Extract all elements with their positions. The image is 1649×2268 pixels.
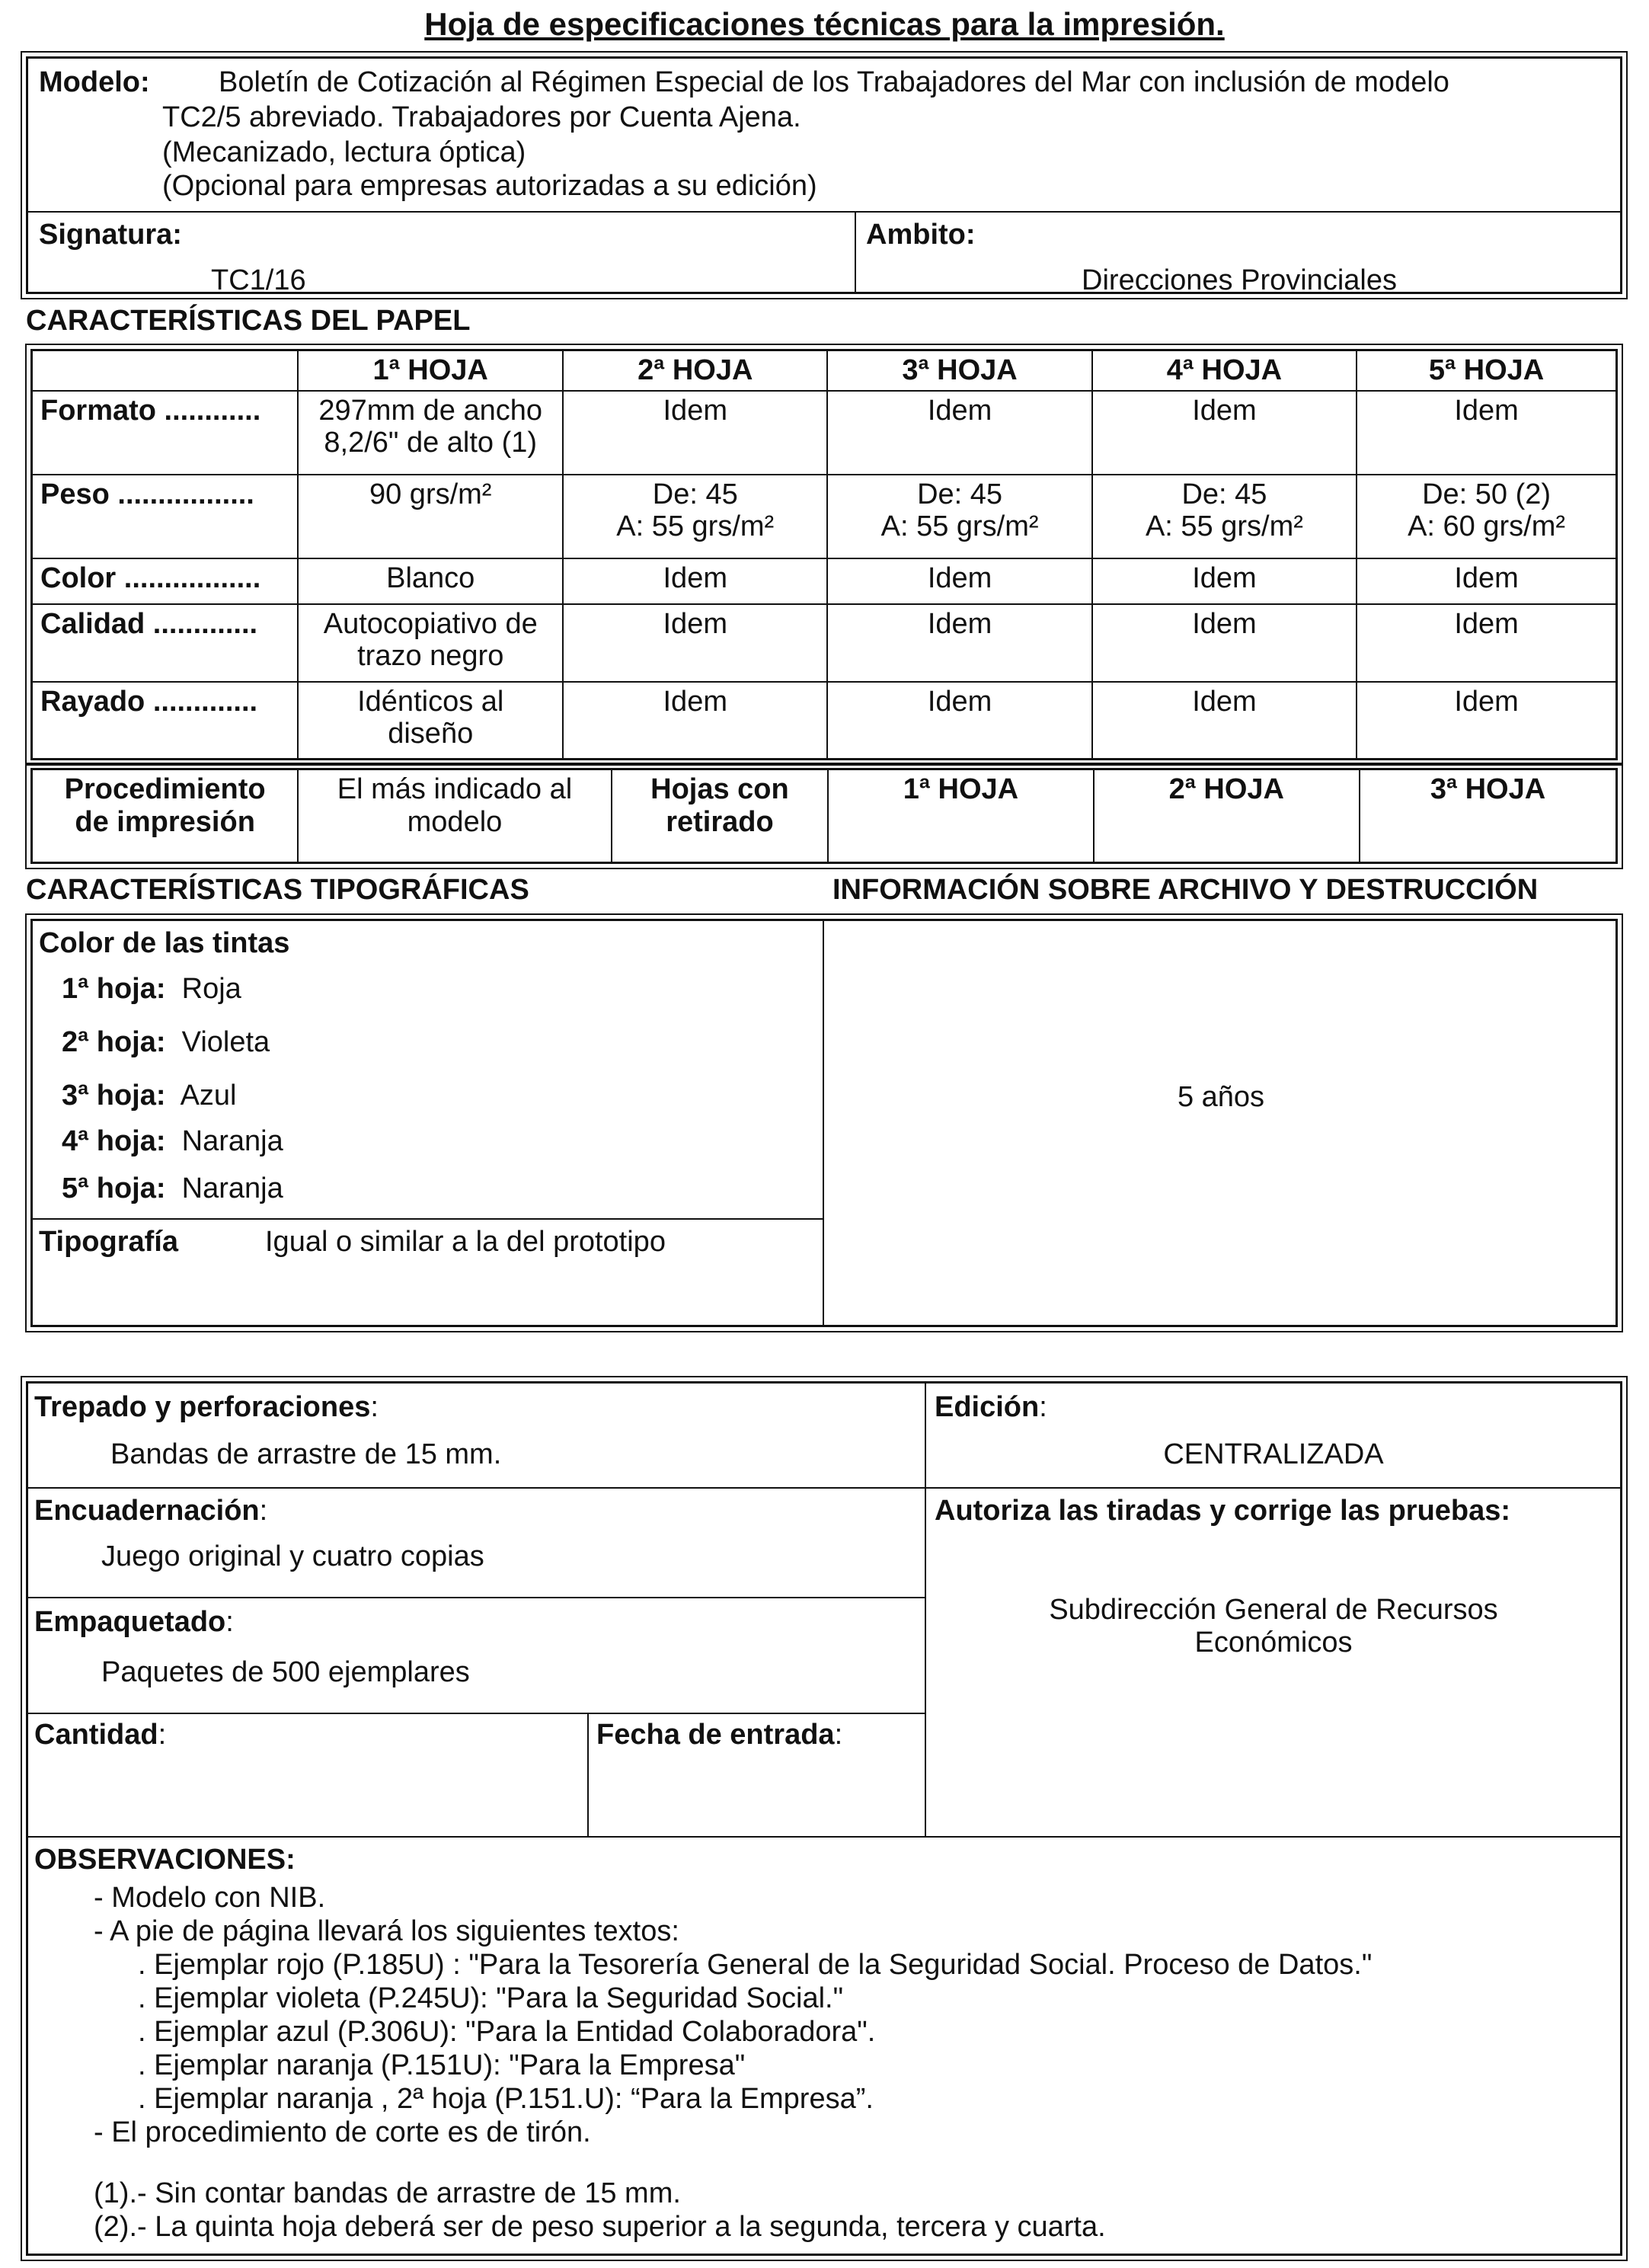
col-header-5: 5ª HOJA xyxy=(1357,350,1616,391)
tinta-row-2: 2ª hoja: Violeta xyxy=(62,1026,270,1058)
papel-table xyxy=(30,349,1618,760)
table-cell: Idem xyxy=(827,604,1091,682)
ambito-value: Direcciones Provinciales xyxy=(1082,264,1397,296)
page-title: Hoja de especificaciones técnicas para la impresión. xyxy=(424,6,1225,42)
table-cell: Idem xyxy=(827,558,1091,604)
nota-1: (1).- Sin contar bandas de arrastre de 15 mm. xyxy=(94,2177,681,2209)
modelo-box xyxy=(26,56,1622,294)
table-cell: Idem xyxy=(563,604,827,682)
retirado-hoja-3: 3ª HOJA xyxy=(1360,769,1616,863)
table-cell: Blanco xyxy=(298,558,563,604)
modelo-line-3: (Mecanizado, lectura óptica) xyxy=(162,136,526,168)
produccion-box xyxy=(26,1381,1622,2256)
table-cell: Idem xyxy=(1357,391,1616,475)
retirado-hoja-2: 2ª HOJA xyxy=(1094,769,1360,863)
table-cell: Idem xyxy=(827,391,1091,475)
archivo-heading: INFORMACIÓN SOBRE ARCHIVO Y DESTRUCCIÓN xyxy=(832,874,1539,906)
retirado-hoja-1: 1ª HOJA xyxy=(828,769,1093,863)
table-cell: Idem xyxy=(1092,558,1357,604)
col-header-4: 4ª HOJA xyxy=(1092,350,1357,391)
table-cell: Idem xyxy=(1357,682,1616,760)
trepado-label: Trepado y perforaciones: xyxy=(34,1391,379,1423)
col-header-2: 2ª HOJA xyxy=(563,350,827,391)
row-label-color: Color ................. xyxy=(32,558,299,604)
table-cell: Autocopiativo de trazo negro xyxy=(298,604,563,682)
tipografia-value: Igual o similar a la del prototipo xyxy=(265,1226,666,1258)
encuadernacion-value: Juego original y cuatro copias xyxy=(101,1540,484,1572)
signatura-label: Signatura: xyxy=(39,219,182,251)
table-row xyxy=(32,682,1617,760)
row-label-calidad: Calidad ............. xyxy=(32,604,299,682)
table-cell: De: 45 A: 55 grs/m² xyxy=(563,475,827,558)
modelo-line-2: TC2/5 abreviado. Trabajadores por Cuenta Ajena. xyxy=(162,101,801,133)
tipograficas-heading: CARACTERÍSTICAS TIPOGRÁFICAS xyxy=(26,874,529,906)
table-cell: De: 45 A: 55 grs/m² xyxy=(827,475,1091,558)
observaciones-line: - A pie de página llevará los siguientes textos: xyxy=(94,1915,679,1947)
row-label-peso: Peso ................. xyxy=(32,475,299,558)
observaciones-line: . Ejemplar naranja (P.151U): "Para la Empresa" xyxy=(138,2049,746,2081)
autoriza-value: Subdirección General de Recursos Económicos xyxy=(1049,1594,1498,1659)
table-cell: 297mm de ancho 8,2/6" de alto (1) xyxy=(298,391,563,475)
observaciones-line: - Modelo con NIB. xyxy=(94,1882,326,1914)
edicion-label: Edición: xyxy=(935,1391,1047,1423)
table-row xyxy=(32,391,1617,475)
row-label-formato: Formato ............ xyxy=(32,391,299,475)
trepado-value: Bandas de arrastre de 15 mm. xyxy=(110,1438,502,1470)
signatura-value: TC1/16 xyxy=(211,264,306,296)
cantidad-label: Cantidad: xyxy=(34,1719,167,1751)
table-cell: Idénticos al diseño xyxy=(298,682,563,760)
row-label-rayado: Rayado ............. xyxy=(32,682,299,760)
table-cell: Idem xyxy=(1357,604,1616,682)
observaciones-line: . Ejemplar rojo (P.185U) : "Para la Tesorería General de la Seguridad Social. Proceso de Datos." xyxy=(138,1949,1373,1981)
table-row xyxy=(32,558,1617,604)
observaciones-line: . Ejemplar naranja , 2ª hoja (P.151.U): “Para la Empresa”. xyxy=(138,2083,874,2115)
tipografia-label: Tipografía xyxy=(39,1226,178,1258)
table-cell: Idem xyxy=(1092,604,1357,682)
hojas-retirado-label: Hojas con retirado xyxy=(612,769,829,863)
table-cell: De: 45 A: 55 grs/m² xyxy=(1092,475,1357,558)
tintas-label: Color de las tintas xyxy=(39,927,290,959)
table-cell: Idem xyxy=(1357,558,1616,604)
table-cell: Idem xyxy=(563,682,827,760)
table-row xyxy=(32,475,1617,558)
tinta-row-5: 5ª hoja: Naranja xyxy=(62,1172,283,1204)
modelo-line-1: Boletín de Cotización al Régimen Especial de los Trabajadores del Mar con inclusión de modelo xyxy=(219,66,1449,98)
table-cell: Idem xyxy=(563,391,827,475)
encuadernacion-label: Encuadernación: xyxy=(34,1495,268,1527)
col-header-3: 3ª HOJA xyxy=(827,350,1091,391)
autoriza-label: Autoriza las tiradas y corrige las pruebas: xyxy=(935,1495,1511,1527)
table-cell: Idem xyxy=(1092,391,1357,475)
observaciones-line: - El procedimiento de corte es de tirón. xyxy=(94,2116,591,2148)
nota-2: (2).- La quinta hoja deberá ser de peso superior a la segunda, tercera y cuarta. xyxy=(94,2211,1106,2243)
procedimiento-label: Procedimiento de impresión xyxy=(32,769,299,863)
tipograficas-box xyxy=(30,919,1618,1327)
ambito-label: Ambito: xyxy=(866,219,976,251)
papel-heading: CARACTERÍSTICAS DEL PAPEL xyxy=(26,305,471,337)
observaciones-label: OBSERVACIONES: xyxy=(34,1844,296,1876)
modelo-line-4: (Opcional para empresas autorizadas a su edición) xyxy=(162,170,817,202)
fecha-entrada-label: Fecha de entrada: xyxy=(596,1719,843,1751)
procedimiento-value: El más indicado al modelo xyxy=(298,769,611,863)
tinta-row-4: 4ª hoja: Naranja xyxy=(62,1125,283,1157)
table-cell: Idem xyxy=(1092,682,1357,760)
empaquetado-value: Paquetes de 500 ejemplares xyxy=(101,1656,470,1688)
table-row xyxy=(32,604,1617,682)
observaciones-line: . Ejemplar azul (P.306U): "Para la Entidad Colaboradora". xyxy=(138,2016,876,2048)
procedimiento-table xyxy=(30,768,1618,864)
table-cell: De: 50 (2) A: 60 grs/m² xyxy=(1357,475,1616,558)
table-cell: Idem xyxy=(827,682,1091,760)
tinta-row-3: 3ª hoja: Azul xyxy=(62,1080,237,1112)
table-cell: 90 grs/m² xyxy=(298,475,563,558)
edicion-value: CENTRALIZADA xyxy=(1163,1438,1384,1470)
col-header-1: 1ª HOJA xyxy=(298,350,563,391)
empaquetado-label: Empaquetado: xyxy=(34,1606,234,1638)
modelo-label: Modelo: xyxy=(39,66,150,98)
table-cell: Idem xyxy=(563,558,827,604)
tinta-row-1: 1ª hoja: Roja xyxy=(62,973,241,1005)
archivo-value: 5 años xyxy=(1177,1081,1265,1113)
observaciones-line: . Ejemplar violeta (P.245U): "Para la Seguridad Social." xyxy=(138,1982,844,2014)
